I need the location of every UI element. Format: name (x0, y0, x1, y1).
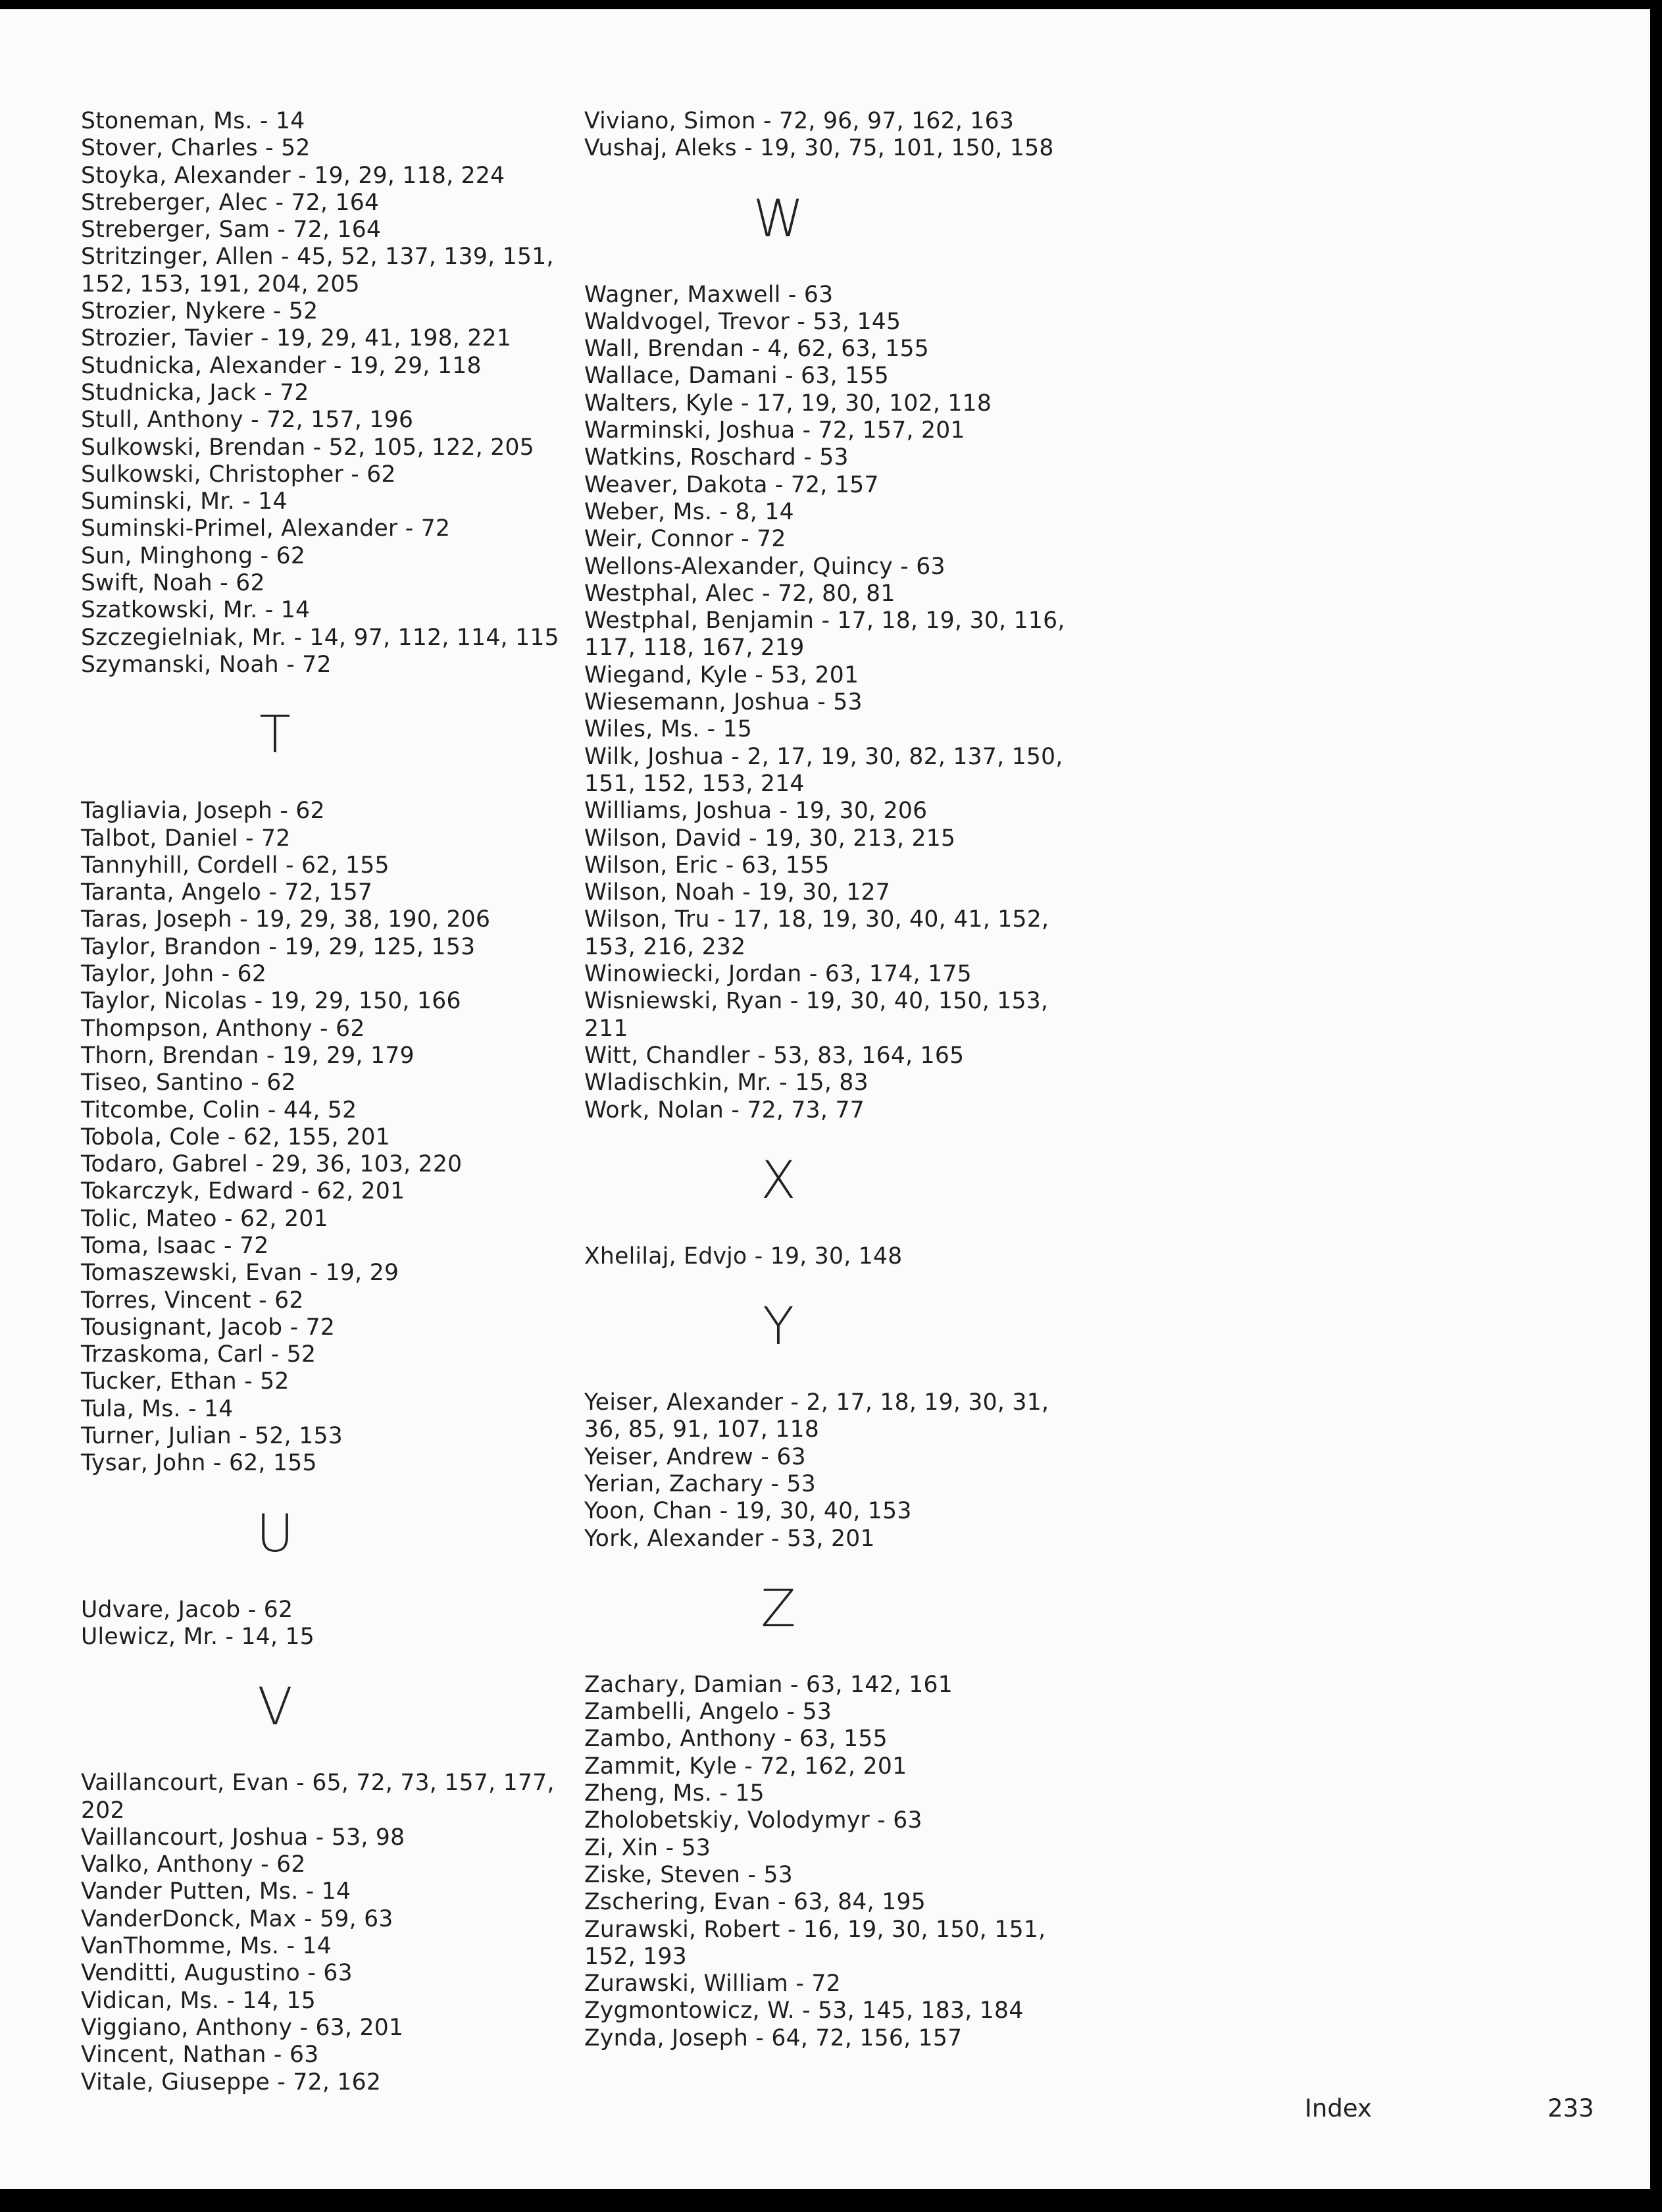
entry-list-z (584, 1672, 1071, 2052)
index-entry: Stover, Charles - 52 (81, 135, 311, 162)
index-entry: 152, 193 (584, 1943, 688, 1970)
index-entry: Strozier, Nykere - 52 (81, 298, 318, 325)
entry-list-u (81, 1597, 568, 1651)
index-entry: Titcombe, Colin - 44, 52 (81, 1096, 357, 1123)
index-entry: Tucker, Ethan - 52 (81, 1368, 290, 1395)
index-entry: Stoyka, Alexander - 19, 29, 118, 224 (81, 162, 505, 189)
index-entry: Walters, Kyle - 17, 19, 30, 102, 118 (584, 390, 992, 417)
section-heading-v: V (257, 1678, 293, 1737)
entry-list-x (584, 1243, 1071, 1270)
index-entry: VanThomme, Ms. - 14 (81, 1933, 332, 1960)
index-entry: Sun, Minghong - 62 (81, 542, 306, 569)
index-entry: Taylor, Brandon - 19, 29, 125, 153 (81, 933, 476, 960)
index-entry: Warminski, Joshua - 72, 157, 201 (584, 417, 965, 444)
index-entry: Szczegielniak, Mr. - 14, 97, 112, 114, 115 (81, 624, 559, 651)
index-entry: Venditti, Augustino - 63 (81, 1960, 353, 1987)
index-entry: Vitale, Giuseppe - 72, 162 (81, 2069, 382, 2096)
index-entry: Todaro, Gabrel - 29, 36, 103, 220 (81, 1151, 463, 1178)
index-entry: Wilson, Tru - 17, 18, 19, 30, 40, 41, 152, (584, 906, 1049, 933)
index-entry: Wallace, Damani - 63, 155 (584, 363, 889, 390)
index-entry: Tobola, Cole - 62, 155, 201 (81, 1123, 390, 1150)
index-entry: Stoneman, Ms. - 14 (81, 108, 305, 134)
index-entry: Tannyhill, Cordell - 62, 155 (81, 852, 390, 879)
index-entry: Yeiser, Alexander - 2, 17, 18, 19, 30, 31, (584, 1389, 1049, 1416)
index-entry: Stritzinger, Allen - 45, 52, 137, 139, 151, (81, 244, 554, 270)
entry-list-v-continued (584, 108, 1071, 163)
index-entry: Tomaszewski, Evan - 19, 29 (81, 1260, 399, 1287)
index-entry: Westphal, Alec - 72, 80, 81 (584, 580, 895, 607)
section-heading-z: Z (761, 1579, 796, 1639)
index-entry: Torres, Vincent - 62 (81, 1287, 304, 1314)
index-entry: Stull, Anthony - 72, 157, 196 (81, 407, 414, 434)
index-entry: Thorn, Brendan - 19, 29, 179 (81, 1042, 415, 1069)
index-entry: Thompson, Anthony - 62 (81, 1015, 365, 1042)
index-entry: Taylor, John - 62 (81, 961, 267, 988)
index-entry: Wagner, Maxwell - 63 (584, 281, 834, 308)
index-entry: Yerian, Zachary - 53 (584, 1470, 817, 1497)
index-entry: Valko, Anthony - 62 (81, 1851, 306, 1878)
index-entry: Wilson, Noah - 19, 30, 127 (584, 879, 891, 906)
index-entry: Yoon, Chan - 19, 30, 40, 153 (584, 1498, 912, 1525)
index-entry: Szatkowski, Mr. - 14 (81, 597, 311, 624)
index-entry: Streberger, Alec - 72, 164 (81, 189, 380, 216)
index-entry: Turner, Julian - 52, 153 (81, 1423, 343, 1450)
index-entry: Vaillancourt, Joshua - 53, 98 (81, 1824, 405, 1851)
index-entry: Trzaskoma, Carl - 52 (81, 1341, 316, 1368)
footer-page-number: 233 (1548, 2094, 1594, 2122)
index-entry: Xhelilaj, Edvjo - 19, 30, 148 (584, 1243, 903, 1270)
index-entry: 117, 118, 167, 219 (584, 634, 805, 661)
index-entry: Waldvogel, Trevor - 53, 145 (584, 308, 901, 335)
index-entry: Zammit, Kyle - 72, 162, 201 (584, 1753, 907, 1780)
index-entry: Vushaj, Aleks - 19, 30, 75, 101, 150, 158 (584, 135, 1054, 162)
index-entry: VanderDonck, Max - 59, 63 (81, 1905, 393, 1932)
index-entry: Weber, Ms. - 8, 14 (584, 498, 794, 525)
index-entry: Winowiecki, Jordan - 63, 174, 175 (584, 961, 972, 988)
index-entry: Vander Putten, Ms. - 14 (81, 1878, 351, 1905)
index-entry: Studnicka, Alexander - 19, 29, 118 (81, 352, 482, 379)
index-entry: Tagliavia, Joseph - 62 (81, 798, 325, 825)
index-entry: Viviano, Simon - 72, 96, 97, 162, 163 (584, 108, 1015, 134)
entry-list-w (584, 282, 1071, 1124)
index-entry: Wilk, Joshua - 2, 17, 19, 30, 82, 137, 150, (584, 743, 1063, 770)
index-entry: Yeiser, Andrew - 63 (584, 1443, 806, 1470)
index-column-left (81, 108, 568, 2096)
index-entry: Witt, Chandler - 53, 83, 164, 165 (584, 1042, 965, 1069)
index-entry: Wiesemann, Joshua - 53 (584, 689, 863, 716)
index-entry: Tousignant, Jacob - 72 (81, 1314, 336, 1341)
entry-list-s (81, 108, 568, 679)
index-entry: Westphal, Benjamin - 17, 18, 19, 30, 116, (584, 607, 1065, 634)
index-entry: Wilson, David - 19, 30, 213, 215 (584, 825, 956, 852)
index-entry: Suminski-Primel, Alexander - 72 (81, 515, 451, 542)
index-entry: Wisniewski, Ryan - 19, 30, 40, 150, 153, (584, 988, 1049, 1015)
index-entry: 211 (584, 1015, 628, 1042)
index-entry: 36, 85, 91, 107, 118 (584, 1416, 820, 1443)
index-entry: York, Alexander - 53, 201 (584, 1525, 875, 1552)
index-entry: Wiles, Ms. - 15 (584, 716, 753, 743)
index-entry: Viggiano, Anthony - 63, 201 (81, 2014, 404, 2041)
index-entry: Sulkowski, Christopher - 62 (81, 461, 396, 488)
index-entry: Strozier, Tavier - 19, 29, 41, 198, 221 (81, 325, 512, 352)
index-entry: Tysar, John - 62, 155 (81, 1450, 317, 1477)
index-entry: Wilson, Eric - 63, 155 (584, 852, 830, 879)
index-entry: Taylor, Nicolas - 19, 29, 150, 166 (81, 988, 461, 1015)
index-entry: Ziske, Steven - 53 (584, 1861, 793, 1888)
index-entry: 151, 152, 153, 214 (584, 770, 805, 797)
index-entry: Tolic, Mateo - 62, 201 (81, 1205, 328, 1232)
index-entry: Vidican, Ms. - 14, 15 (81, 1987, 316, 2014)
index-entry: Vincent, Nathan - 63 (81, 2042, 319, 2069)
index-entry: Zi, Xin - 53 (584, 1834, 711, 1861)
index-entry: Wall, Brendan - 4, 62, 63, 155 (584, 336, 930, 363)
index-entry: Wladischkin, Mr. - 15, 83 (584, 1069, 869, 1096)
index-entry: Watkins, Roschard - 53 (584, 444, 849, 471)
index-entry: Zschering, Evan - 63, 84, 195 (584, 1889, 926, 1916)
index-entry: Taranta, Angelo - 72, 157 (81, 879, 373, 906)
section-heading-w: W (753, 189, 804, 249)
index-entry: Zholobetskiy, Volodymyr - 63 (584, 1807, 922, 1834)
index-entry: Talbot, Daniel - 72 (81, 825, 291, 852)
index-entry: Weaver, Dakota - 72, 157 (584, 471, 879, 498)
index-entry: Zynda, Joseph - 64, 72, 156, 157 (584, 2024, 963, 2051)
index-entry: Studnicka, Jack - 72 (81, 379, 309, 406)
index-entry: Toma, Isaac - 72 (81, 1232, 269, 1259)
index-entry: Zheng, Ms. - 15 (584, 1780, 765, 1807)
index-entry: 153, 216, 232 (584, 933, 746, 960)
index-page (0, 9, 1650, 2189)
index-entry: 152, 153, 191, 204, 205 (81, 270, 360, 297)
index-entry: Swift, Noah - 62 (81, 570, 265, 597)
index-entry: Work, Nolan - 72, 73, 77 (584, 1096, 865, 1123)
index-entry: Szymanski, Noah - 72 (81, 651, 332, 678)
entry-list-t (81, 798, 568, 1477)
index-entry: Williams, Joshua - 19, 30, 206 (584, 798, 928, 825)
index-entry: Zambelli, Angelo - 53 (584, 1699, 832, 1726)
index-entry: 202 (81, 1797, 125, 1824)
index-entry: Zachary, Damian - 63, 142, 161 (584, 1671, 953, 1698)
index-entry: Sulkowski, Brendan - 52, 105, 122, 205 (81, 434, 535, 461)
index-entry: Wellons-Alexander, Quincy - 63 (584, 553, 945, 580)
index-entry: Tokarczyk, Edward - 62, 201 (81, 1178, 405, 1205)
index-entry: Weir, Connor - 72 (584, 526, 786, 553)
section-heading-u: U (256, 1504, 294, 1564)
index-column-right (584, 108, 1071, 2052)
entry-list-y (584, 1389, 1071, 1553)
index-entry: Taras, Joseph - 19, 29, 38, 190, 206 (81, 906, 491, 933)
entry-list-v (81, 1770, 568, 2096)
index-entry: Ulewicz, Mr. - 14, 15 (81, 1623, 315, 1650)
index-entry: Tiseo, Santino - 62 (81, 1069, 296, 1096)
index-entry: Zygmontowicz, W. - 53, 145, 183, 184 (584, 1997, 1024, 2024)
section-heading-t: T (259, 706, 291, 765)
footer-section-label: Index (1305, 2094, 1372, 2122)
index-entry: Suminski, Mr. - 14 (81, 488, 288, 515)
index-entry: Zurawski, William - 72 (584, 1970, 841, 1997)
index-entry: Udvare, Jacob - 62 (81, 1596, 293, 1623)
index-entry: Tula, Ms. - 14 (81, 1395, 234, 1422)
index-entry: Streberger, Sam - 72, 164 (81, 217, 382, 244)
index-entry: Zurawski, Robert - 16, 19, 30, 150, 151, (584, 1916, 1046, 1943)
index-entry: Wiegand, Kyle - 53, 201 (584, 661, 859, 688)
index-entry: Zambo, Anthony - 63, 155 (584, 1726, 888, 1753)
index-entry: Vaillancourt, Evan - 65, 72, 73, 157, 177, (81, 1770, 555, 1797)
section-heading-x: X (761, 1150, 796, 1210)
section-heading-y: Y (763, 1297, 794, 1357)
